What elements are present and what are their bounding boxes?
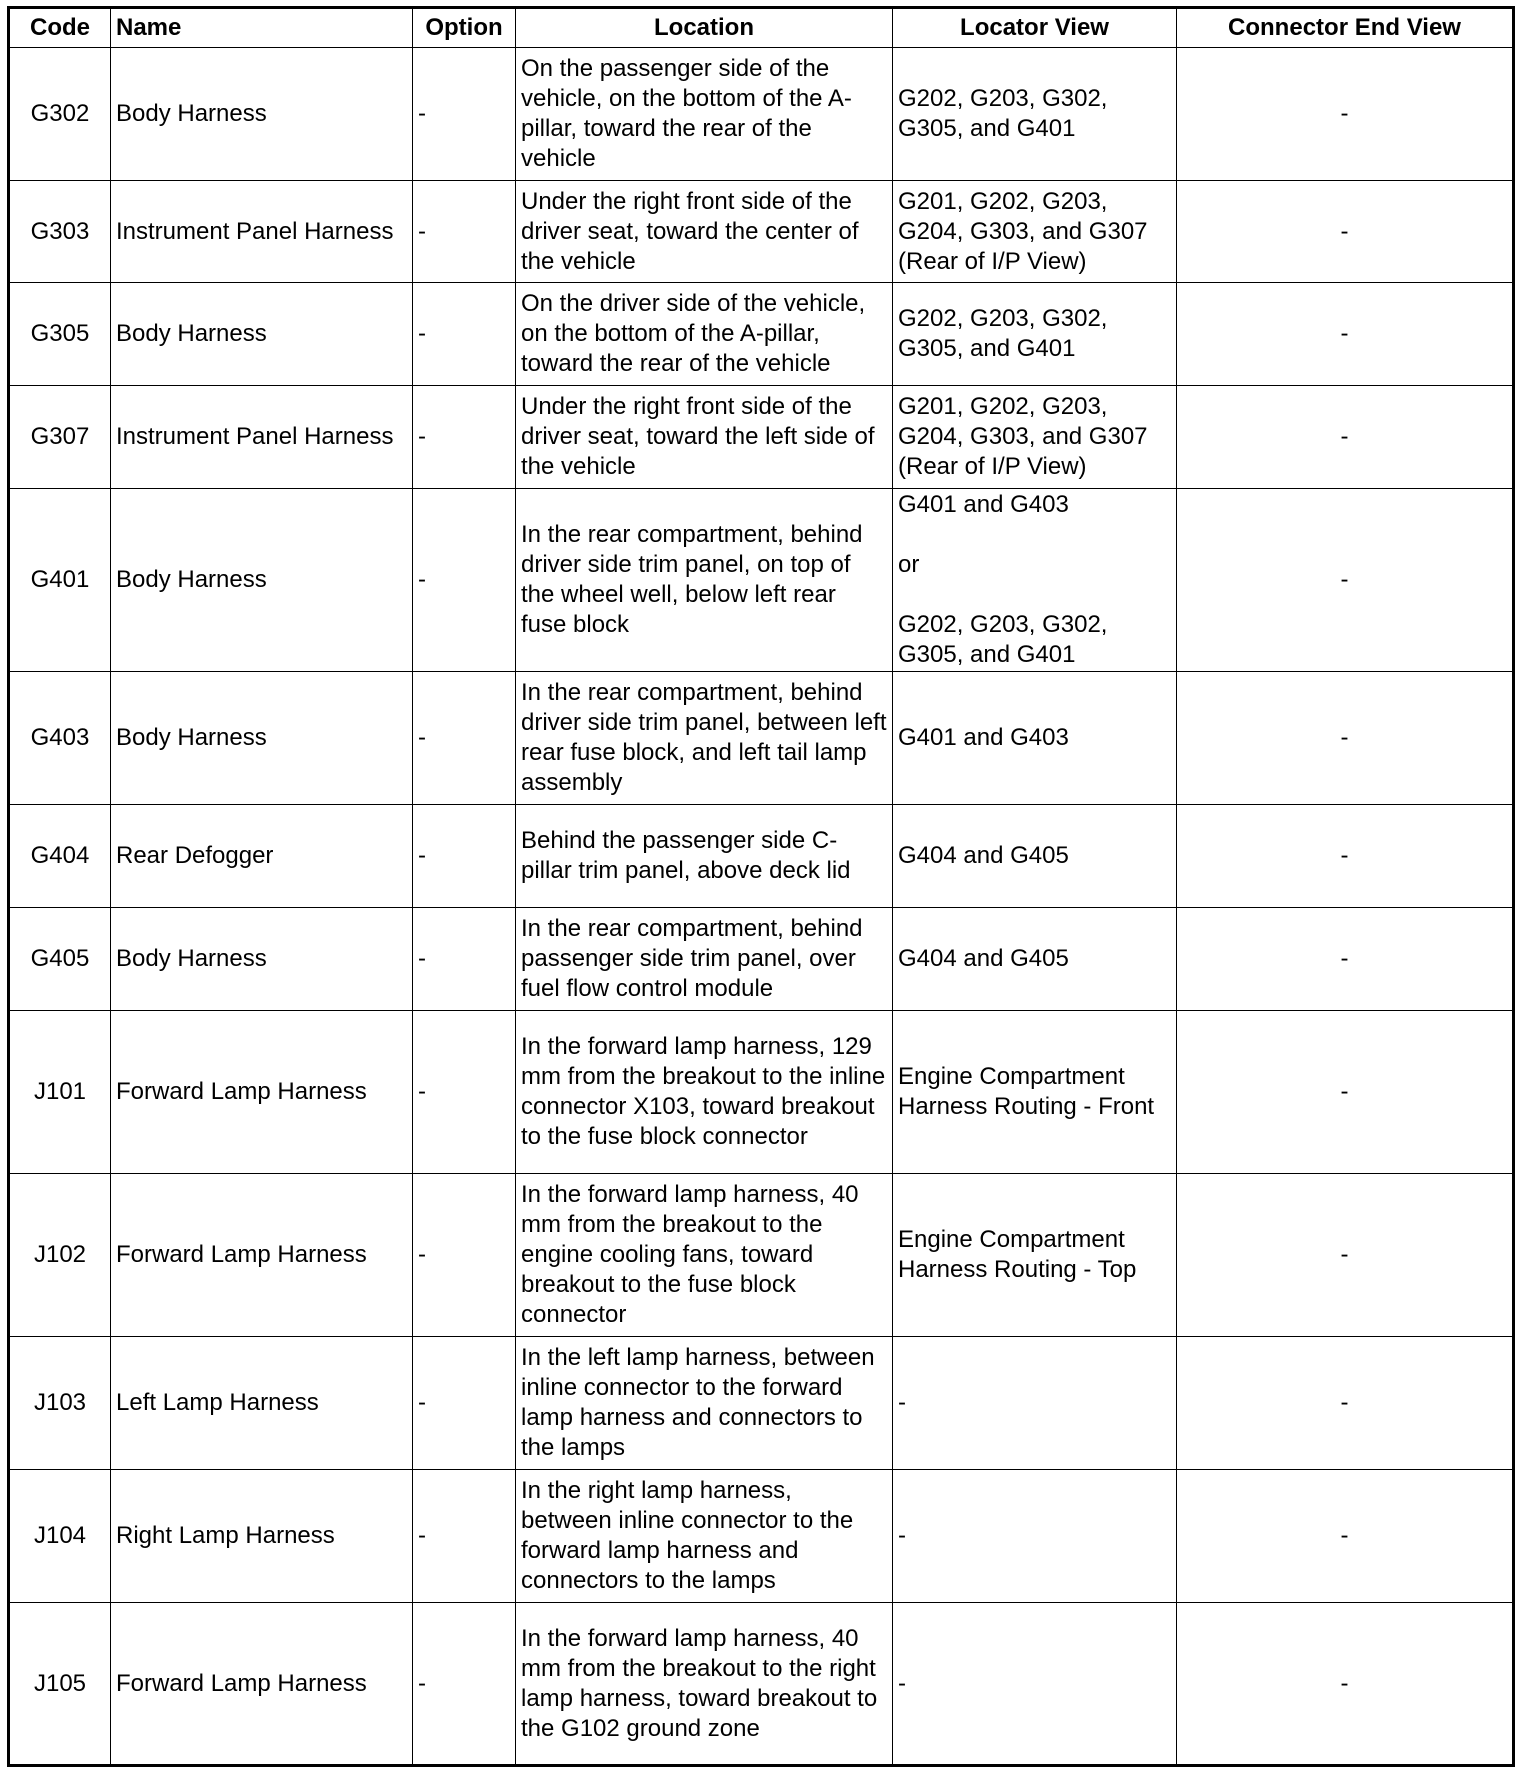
name-cell — [111, 1011, 413, 1174]
location-cell-text: In the rear compartment, behind driver side trim panel, between left rear fuse block, and left tail lamp assembly — [521, 679, 887, 796]
option-cell — [413, 1174, 516, 1337]
connector-end-view-cell — [1177, 908, 1514, 1011]
code-cell-text: J102 — [33, 1241, 87, 1268]
connector-end-view-cell — [1177, 1337, 1514, 1470]
table-row — [9, 672, 1514, 805]
option-cell-text: - — [418, 1522, 426, 1549]
connector-end-view-cell-text: - — [1340, 1669, 1349, 1697]
connector-end-view-cell-text: - — [1340, 1389, 1349, 1416]
locator-view-cell — [893, 386, 1177, 489]
connector-end-view-cell — [1177, 181, 1514, 283]
connector-end-view-cell — [1177, 386, 1514, 489]
connector-end-view-cell — [1177, 1174, 1514, 1337]
location-cell — [516, 181, 893, 283]
name-cell — [111, 908, 413, 1011]
table-row — [9, 489, 1514, 672]
connector-end-view-cell — [1177, 1470, 1514, 1603]
connector-end-view-cell-text: - — [1340, 1078, 1349, 1105]
option-cell-text: - — [418, 945, 426, 972]
locator-view-cell-text: Engine Compartment Harness Routing - Top — [898, 1226, 1137, 1283]
connector-end-view-cell — [1177, 283, 1514, 386]
location-cell-text: Behind the passenger side C-pillar trim panel, above deck lid — [521, 827, 851, 884]
code-cell — [9, 1470, 111, 1603]
connector-end-view-cell — [1177, 489, 1514, 672]
locator-view-cell-text: G404 and G405 — [898, 842, 1069, 869]
name-cell — [111, 1337, 413, 1470]
option-cell-text: - — [418, 423, 426, 450]
location-cell-text: Under the right front side of the driver seat, toward the left side of the vehicle — [521, 393, 875, 480]
location-cell-text: In the right lamp harness, between inline connector to the forward lamp harness and connectors to the lamps — [521, 1477, 854, 1594]
option-cell — [413, 181, 516, 283]
locator-view-cell — [893, 672, 1177, 805]
locator-view-cell — [893, 1337, 1177, 1470]
connector-end-view-cell-text: - — [1340, 1522, 1349, 1549]
connector-end-view-cell-text: - — [1340, 100, 1349, 127]
code-cell — [9, 672, 111, 805]
header-code: Code — [9, 8, 111, 48]
locator-view-cell — [893, 1011, 1177, 1174]
locator-view-cell — [893, 48, 1177, 181]
location-cell-text: On the passenger side of the vehicle, on the bottom of the A-pillar, toward the rear of the vehicle — [521, 55, 852, 172]
header-row — [9, 8, 1514, 48]
name-cell — [111, 1470, 413, 1603]
code-cell — [9, 1174, 111, 1337]
header-location: Location — [516, 8, 893, 48]
locator-view-cell — [893, 1470, 1177, 1603]
name-cell — [111, 386, 413, 489]
table-row — [9, 181, 1514, 283]
ground-splice-table — [7, 6, 1515, 1767]
location-cell-text: In the rear compartment, behind driver side trim panel, on top of the wheel well, below left rear fuse block — [521, 521, 863, 638]
location-cell-text: Under the right front side of the driver seat, toward the center of the vehicle — [521, 187, 859, 275]
name-cell — [111, 48, 413, 181]
option-cell — [413, 805, 516, 908]
name-cell-text: Right Lamp Harness — [116, 1522, 335, 1549]
name-cell-text: Body Harness — [116, 320, 267, 347]
option-cell-text: - — [418, 1669, 426, 1697]
option-cell-text: - — [418, 100, 426, 127]
connector-end-view-cell-text: - — [1340, 724, 1349, 751]
name-cell-text: Body Harness — [116, 724, 267, 751]
location-cell-text: In the forward lamp harness, 129 mm from the breakout to the inline connector X103, toward breakout to the fuse block connector — [521, 1033, 886, 1150]
header-locator-view: Locator View — [893, 8, 1177, 48]
header-connector-end-view: Connector End View — [1177, 8, 1514, 48]
locator-view-cell — [893, 1603, 1177, 1766]
name-cell-text: Rear Defogger — [116, 842, 274, 869]
table-row — [9, 1470, 1514, 1603]
code-cell-text: J105 — [33, 1669, 87, 1697]
option-cell-text: - — [418, 217, 426, 245]
connector-end-view-cell-text: - — [1340, 217, 1349, 245]
name-cell — [111, 1174, 413, 1337]
locator-view-cell — [893, 1174, 1177, 1337]
location-cell — [516, 908, 893, 1011]
connector-end-view-cell-text: - — [1340, 320, 1349, 347]
option-cell — [413, 1011, 516, 1174]
code-cell-text: G405 — [30, 945, 90, 972]
name-cell — [111, 1603, 413, 1766]
locator-view-cell-text: Engine Compartment Harness Routing - Front — [898, 1063, 1155, 1120]
code-cell-text: J101 — [33, 1078, 87, 1105]
location-cell — [516, 283, 893, 386]
option-cell — [413, 1603, 516, 1766]
name-cell-text: Forward Lamp Harness — [116, 1669, 367, 1697]
locator-view-cell-text: G201, G202, G203, G204, G303, and G307 (Rear of I/P View) — [898, 187, 1148, 275]
name-cell — [111, 181, 413, 283]
table-row — [9, 1174, 1514, 1337]
locator-view-cell-text: - — [898, 1669, 906, 1697]
connector-end-view-cell-text: - — [1340, 1241, 1349, 1268]
locator-view-cell-text: G201, G202, G203, G204, G303, and G307 (Rear of I/P View) — [898, 393, 1148, 480]
locator-view-cell-text: - — [898, 1389, 906, 1416]
option-cell — [413, 489, 516, 672]
location-cell — [516, 386, 893, 489]
connector-end-view-cell — [1177, 805, 1514, 908]
code-cell — [9, 386, 111, 489]
name-cell — [111, 805, 413, 908]
code-cell-text: J104 — [33, 1522, 87, 1549]
location-cell — [516, 489, 893, 672]
name-cell-text: Body Harness — [116, 100, 267, 127]
location-cell-text: In the forward lamp harness, 40 mm from the breakout to the right lamp harness, toward breakout to the G102 ground zone — [521, 1624, 878, 1742]
connector-end-view-cell-text: - — [1340, 842, 1349, 869]
code-cell — [9, 1337, 111, 1470]
location-cell-text: In the forward lamp harness, 40 mm from the breakout to the engine cooling fans, toward breakout to the fuse block connector — [521, 1181, 859, 1328]
code-cell — [9, 48, 111, 181]
code-cell — [9, 283, 111, 386]
name-cell-text: Body Harness — [116, 945, 267, 972]
option-cell-text: - — [418, 724, 426, 751]
connector-end-view-cell-text: - — [1340, 423, 1349, 450]
locator-view-cell — [893, 805, 1177, 908]
name-cell-text: Instrument Panel Harness — [116, 423, 394, 450]
location-cell — [516, 1337, 893, 1470]
table-row — [9, 1011, 1514, 1174]
location-cell — [516, 805, 893, 908]
location-cell-text: In the left lamp harness, between inline connector to the forward lamp harness and connectors to the lamps — [521, 1344, 875, 1461]
table-row — [9, 1603, 1514, 1766]
table-row — [9, 1337, 1514, 1470]
code-cell — [9, 908, 111, 1011]
option-cell — [413, 1337, 516, 1470]
location-cell-text: In the rear compartment, behind passenger side trim panel, over fuel flow control module — [521, 915, 863, 1002]
option-cell — [413, 908, 516, 1011]
code-cell — [9, 1011, 111, 1174]
locator-view-cell — [893, 283, 1177, 386]
name-cell-text: Body Harness — [116, 566, 267, 593]
code-cell — [9, 1603, 111, 1766]
name-cell — [111, 489, 413, 672]
locator-view-cell — [893, 908, 1177, 1011]
location-cell — [516, 1011, 893, 1174]
code-cell-text: G401 — [30, 566, 90, 593]
option-cell — [413, 48, 516, 181]
location-cell-text: On the driver side of the vehicle, on the bottom of the A-pillar, toward the rear of the vehicle — [521, 290, 866, 377]
locator-view-cell-text: G401 and G403 or G202, G203, G302, G305, and G401 — [898, 491, 1108, 668]
option-cell-text: - — [418, 1389, 426, 1416]
option-cell-text: - — [418, 1078, 426, 1105]
name-cell — [111, 283, 413, 386]
location-cell — [516, 672, 893, 805]
option-cell — [413, 386, 516, 489]
location-cell — [516, 1470, 893, 1603]
location-cell — [516, 1603, 893, 1766]
name-cell-text: Forward Lamp Harness — [116, 1241, 367, 1268]
code-cell-text: G403 — [30, 724, 90, 751]
name-cell-text: Forward Lamp Harness — [116, 1078, 367, 1105]
code-cell-text: J103 — [33, 1389, 87, 1416]
option-cell — [413, 1470, 516, 1603]
table-row — [9, 805, 1514, 908]
locator-view-cell — [893, 489, 1177, 672]
name-cell — [111, 672, 413, 805]
table-row — [9, 283, 1514, 386]
code-cell-text: G303 — [30, 217, 90, 245]
code-cell-text: G404 — [30, 842, 90, 869]
location-cell — [516, 1174, 893, 1337]
option-cell-text: - — [418, 1241, 426, 1268]
option-cell-text: - — [418, 320, 426, 347]
connector-end-view-cell — [1177, 672, 1514, 805]
option-cell — [413, 672, 516, 805]
name-cell-text: Instrument Panel Harness — [116, 217, 394, 245]
locator-view-cell — [893, 181, 1177, 283]
option-cell — [413, 283, 516, 386]
code-cell — [9, 489, 111, 672]
connector-end-view-cell-text: - — [1340, 566, 1349, 593]
connector-end-view-cell-text: - — [1340, 945, 1349, 972]
code-cell — [9, 805, 111, 908]
code-cell-text: G307 — [30, 423, 90, 450]
connector-end-view-cell — [1177, 48, 1514, 181]
code-cell-text: G305 — [30, 320, 90, 347]
table-row — [9, 908, 1514, 1011]
name-cell-text: Left Lamp Harness — [116, 1389, 319, 1416]
locator-view-cell-text: G202, G203, G302, G305, and G401 — [898, 305, 1108, 362]
location-cell — [516, 48, 893, 181]
option-cell-text: - — [418, 566, 426, 593]
code-cell-text: G302 — [30, 100, 90, 127]
header-option: Option — [413, 8, 516, 48]
connector-end-view-cell — [1177, 1011, 1514, 1174]
connector-end-view-cell — [1177, 1603, 1514, 1766]
locator-view-cell-text: G404 and G405 — [898, 945, 1069, 972]
header-name: Name — [111, 8, 413, 48]
locator-view-cell-text: - — [898, 1522, 906, 1549]
table-row — [9, 48, 1514, 181]
option-cell-text: - — [418, 842, 426, 869]
locator-view-cell-text: G202, G203, G302, G305, and G401 — [898, 85, 1108, 142]
code-cell — [9, 181, 111, 283]
locator-view-cell-text: G401 and G403 — [898, 724, 1069, 751]
table-row — [9, 386, 1514, 489]
